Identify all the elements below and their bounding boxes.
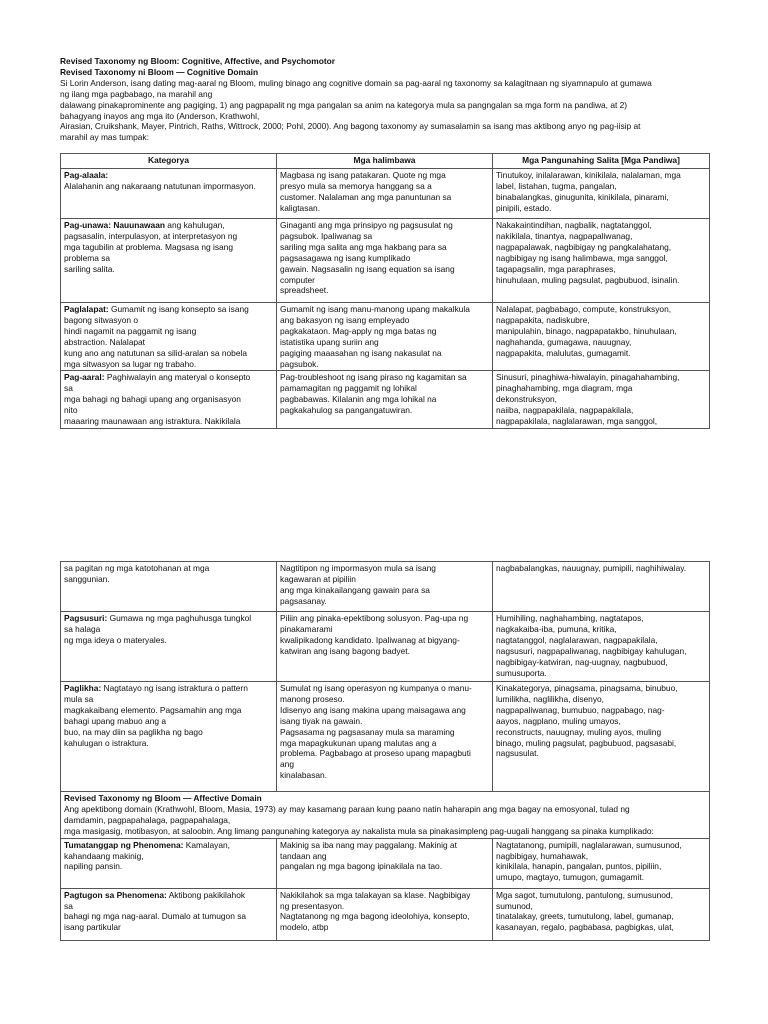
keyword-line: nagbibigay, humahawak, [496, 850, 589, 861]
halimbawa-cell [277, 169, 493, 219]
section-title-affective: Revised Taxonomy ng Bloom — Affective Domain [64, 793, 262, 803]
keyword-line: sumunod, [496, 900, 533, 911]
example-line: manong proseso. [280, 693, 345, 704]
example-line: istatistika upang suriin ang [280, 336, 379, 347]
example-line: pagsubok. Ipaliwanag sa [280, 230, 373, 241]
example-line: Magbasa ng isang patakaran. Quote ng mga [280, 170, 446, 180]
pandiwa-cell [493, 612, 710, 682]
category-description: kahulugan o istraktura. [64, 737, 149, 748]
example-line: pagsasagawa ng isang kumplikado [280, 252, 411, 263]
category-name: Pag-aaral: [64, 372, 105, 383]
category-description: bahagi upang mabuo ang a [64, 715, 166, 726]
kategorya-cell [61, 303, 277, 371]
example-line: Ginaganti ang mga prinsipyo ng pagsusulat ng [280, 220, 453, 230]
category-description: nito [64, 405, 78, 416]
category-description: sa halaga [64, 623, 101, 634]
kategorya-cell [61, 612, 277, 682]
affective-intro-line: Ang apektibong domain (Krathwohl, Bloom, Masia, 1973) ay may kasamang paraan kung paano natin haharapin ang mga bagay na emosyonal, tulad ng [64, 803, 630, 814]
keyword-line: Nagtatanong, pumipili, naglalarawan, sumusunod, [496, 839, 682, 850]
affective-intro-cell [61, 792, 710, 839]
example-line: kagawaran at pipiliin [280, 573, 356, 584]
kategorya-cell [61, 562, 277, 612]
pandiwa-cell [493, 371, 710, 429]
example-line: ang [280, 759, 294, 770]
keyword-line: Nakakaintindihan, nagbalik, nagtatanggol, [496, 220, 652, 230]
keyword-line: reconstructs, nauugnay, muling ayos, muling [496, 726, 662, 737]
example-line: pagiging maaasahan ng isang nakasulat na [280, 347, 442, 358]
category-description: Paghiwalayin ang materyal o konsepto [104, 372, 251, 383]
keyword-line: nagkakaiba-iba, pumuna, kritika, [496, 623, 617, 634]
category-description: buo, na may diin sa paglikha ng bago [64, 726, 203, 737]
intro-line: bahagyang inayos ang mga ito (Anderson, Krathwohl, [60, 110, 260, 121]
example-line: modelo, atbp [280, 922, 329, 933]
table-row [61, 303, 710, 371]
kategorya-cell [61, 371, 277, 429]
category-description: bahagi ng mga nag-aaral. Dumalo at tumugon sa [64, 911, 247, 922]
table-row [61, 888, 710, 940]
category-description: ng mga ideya o materyales. [64, 634, 167, 645]
pandiwa-cell [493, 888, 710, 940]
keyword-line: nagpapakita, malulutas, gumagamit. [496, 347, 631, 358]
keyword-line: tagapagsalin, mga paraphrases, [496, 263, 616, 274]
category-description: napiling pansin. [64, 861, 123, 872]
category-name: Tumatanggap ng Phenomena: [64, 839, 184, 850]
example-line: Pag-troubleshoot ng isang piraso ng kagamitan sa [280, 372, 467, 383]
keyword-line: Tinutukoy, inilalarawan, kinikilala, nalalaman, mga [496, 170, 681, 180]
category-description: Aktibong pakikilahok [166, 889, 246, 900]
example-line: Makinig sa iba nang may paggalang. Makinig at [280, 839, 457, 850]
example-line: katwiran ang isang bagong badyet. [280, 645, 410, 656]
example-line: pagsubok. [280, 358, 319, 369]
example-line: pagbabawas. Kilalanin ang mga lohikal na [280, 394, 437, 405]
keyword-line: pinaghahambing, mga diagram, mga [496, 383, 633, 394]
halimbawa-cell [277, 219, 493, 303]
pandiwa-cell [493, 219, 710, 303]
keyword-line: Sinusuri, pinaghiwa-hiwalayin, pinagahahambing, [496, 372, 680, 383]
keyword-line: nagpapakita, nadiskubre, [496, 314, 590, 325]
category-description: sa [64, 900, 73, 911]
category-description: isang partikular [64, 922, 121, 933]
category-description: sa [64, 383, 73, 394]
intro-line: Si Lorin Anderson, isang dating mag-aaral ng Bloom, muling binago ang cognitive domain sa pag-aaral ng taxonomy sa kalagitnaan ng siyamnapulo at gumawa [60, 77, 652, 88]
example-line: Gumamit ng isang manu-manong upang makalkula [280, 304, 470, 314]
example-line: pangalan ng mga bagong ipinakilala na tao. [280, 861, 443, 872]
keyword-line: binago, muling pagsulat, pagbubuod, pagsasabi, [496, 737, 677, 748]
example-line: gawain. Nagsasalin ng isang equation sa isang [280, 263, 455, 274]
example-line: kwalipikadong kandidato. Ipaliwanag at bigyang- [280, 634, 460, 645]
table-row [61, 562, 710, 612]
pandiwa-cell [493, 838, 710, 888]
keyword-line: nagpapaliwanag, bumubuo, nagpabago, nag- [496, 704, 665, 715]
halimbawa-cell [277, 562, 493, 612]
keyword-line: nagbibigay ng isang halimbawa, mga sanggol, [496, 252, 668, 263]
header-pangunahing-salita: Mga Pangunahing Salita [Mga Pandiwa] [493, 154, 710, 169]
category-description: Nagtatayo ng isang istraktura o pattern [101, 683, 248, 693]
category-name: Paglikha: [64, 683, 102, 693]
example-line: presyo mula sa memorya hanggang sa a [280, 180, 432, 191]
category-description: bagong sitwasyon o [64, 314, 139, 325]
category-description: ang kahulugan, [164, 220, 225, 230]
halimbawa-cell [277, 303, 493, 371]
affective-intro-row [61, 792, 710, 839]
keyword-line: Humihiling, naghahambing, nagtatapos, [496, 613, 644, 623]
header-halimbawa: Mga halimbawa [277, 154, 493, 169]
cognitive-table-part1 [60, 153, 710, 429]
example-line: pagkakataon. Mag-apply ng mga batas ng [280, 325, 437, 336]
table-row [61, 682, 710, 792]
table-header-row [61, 154, 710, 169]
keyword-line: umupo, magtayo, tumugon, gumagamit. [496, 872, 645, 883]
category-description: maaaring maunawaan ang istraktura. Nakikilala [64, 416, 241, 427]
keyword-line: Nalalapat, pagbabago, compute, konstruksyon, [496, 304, 672, 314]
category-description: mga sitwasyon sa lugar ng trabaho. [64, 358, 197, 369]
keyword-line: lumilikha, naglilikha, disenyo, [496, 693, 604, 704]
keyword-line: nagpapalawak, nagbibigay ng pangkalahatang, [496, 241, 672, 252]
kategorya-cell [61, 888, 277, 940]
example-line: pamamagitan ng paggamit ng lohikal [280, 383, 417, 394]
category-description: kahandaang makinig, [64, 850, 144, 861]
category-description: abstraction. Nalalapat [64, 336, 146, 347]
intro-line: dalawang pinakaprominente ang pagiging, 1) ang pagpapalit ng mga pangalan sa anim na kategorya mula sa pangngalan sa mga form na pandiwa, at 2) [60, 99, 628, 110]
pandiwa-cell [493, 562, 710, 612]
example-line: ang bakasyon ng isang empleyado [280, 314, 410, 325]
example-line: customer. Nalalaman ang mga panuntunan sa [280, 191, 452, 202]
table-row [61, 371, 710, 429]
keyword-line: binabalangkas, ginugunita, kinikilala, pinarami, [496, 191, 669, 202]
intro-section [60, 56, 712, 143]
table-row [61, 612, 710, 682]
category-description: pagsasalin, interpulasyon, at interpretasyon ng [64, 230, 238, 241]
keyword-line: tinatalakay, greets, tumutulong, label, gumanap, [496, 911, 674, 922]
keyword-line: nagsusuri, nagpapaliwanag, nagbibigay kahulugan, [496, 645, 687, 656]
keyword-line: aayos, nagplano, muling umayos, [496, 715, 621, 726]
example-line: Pagsasama ng pagsasanay mula sa maraming [280, 726, 455, 737]
category-description: mga tagubilin at problema. Magsasa ng isang [64, 241, 233, 252]
example-line: Sumulat ng isang operasyon ng kumpanya o manu- [280, 683, 472, 693]
keyword-line: nagbabalangkas, nauugnay, pumipili, naghihiwalay. [496, 563, 687, 573]
example-line: Piliin ang pinaka-epektibong solusyon. Pag-upa ng [280, 613, 469, 623]
keyword-line: naghahanda, gumagawa, nauugnay, [496, 336, 632, 347]
category-description: magkakaibang elemento. Pagsamahin ang mga [64, 704, 242, 715]
kategorya-cell [61, 219, 277, 303]
keyword-line: nagpapakilala, naglalarawan, mga sanggol, [496, 416, 658, 427]
table-row [61, 169, 710, 219]
category-description: Kamalayan, [183, 839, 230, 850]
category-name: Pagtugon sa Phenomena: [64, 889, 167, 900]
pandiwa-cell [493, 169, 710, 219]
example-line: Nagtitipon ng impormasyon mula sa isang [280, 563, 436, 573]
example-line: sariling mga salita ang mga hakbang para sa [280, 241, 447, 252]
keyword-line: kinikilala, hanapin, pangalan, puntos, pipiliin, [496, 861, 662, 872]
halimbawa-cell [277, 682, 493, 792]
category-description: mga bahagi ng bahagi upang ang organisasyon [64, 394, 241, 405]
example-line: pagkakahulog sa pangangatuwiran. [280, 405, 413, 416]
halimbawa-cell [277, 838, 493, 888]
category-description: sanggunian. [64, 573, 110, 584]
intro-line: marahil ay mas tumpak: [60, 132, 149, 143]
table-row [61, 219, 710, 303]
pandiwa-cell [493, 303, 710, 371]
keyword-line: kasanayan, regalo, pagbabasa, pagbigkas, ulat, [496, 922, 674, 933]
keyword-line: pinipili, estado. [496, 202, 552, 213]
document-title: Revised Taxonomy ng Bloom: Cognitive, Affective, and Psychomotor [60, 56, 336, 66]
example-line: ng presentasyon. [280, 900, 345, 911]
category-description: sa pagitan ng mga katotohanan at mga [64, 563, 210, 573]
halimbawa-cell [277, 371, 493, 429]
intro-line: ng ilang mga pagbabago, na marahil ang [60, 88, 213, 99]
keyword-line: sumusuporta. [496, 667, 547, 678]
keyword-line: naiiba, nagpapakilala, nagpapakilala, [496, 405, 634, 416]
keyword-line: Mga sagot, tumutulong, pantulong, sumusunod, [496, 889, 673, 900]
category-description: Alalahanin ang nakaraang natutunan impormasyon. [64, 180, 256, 191]
halimbawa-cell [277, 612, 493, 682]
example-line: tandaan ang [280, 850, 327, 861]
category-name: Pagsusuri: [64, 613, 108, 623]
intro-line: Airasian, Cruikshank, Mayer, Pintrich, Raths, Wittrock, 2000; Pohl, 2000). Ang bagong taxonomy ay sumasalamin sa isang mas aktibong anyo ng pag-iisip at [60, 121, 641, 132]
section-title-cognitive: Revised Taxonomy ni Bloom — Cognitive Domain [60, 66, 259, 77]
keyword-line: Kinakategorya, pinagsama, pinagsama, binubuo, [496, 683, 678, 693]
kategorya-cell [61, 682, 277, 792]
keyword-line: hinuhulaan, muling pagsulat, pagbubuod, isinalin. [496, 274, 680, 285]
example-line: Idisenyo ang isang makina upang maisagawa ang [280, 704, 466, 715]
keyword-line: nakikilala, tinantya, nagpapaliwanag, [496, 230, 633, 241]
keyword-line: nagbibigay-katwiran, nag-uugnay, nagbubuod, [496, 656, 668, 667]
category-description: Gumamit ng isang konsepto sa isang [108, 304, 249, 314]
keyword-line: nagtatanggol, naglalarawan, nagpapakilala, [496, 634, 658, 645]
keyword-line: nagsusulat. [496, 748, 539, 759]
category-description: problema sa [64, 252, 111, 263]
category-description: kung ano ang natutunan sa silid-aralan sa nobela [64, 347, 247, 358]
category-name: Pag-unawa: Nauunawaan [64, 220, 165, 230]
affective-intro-line: mga masigasig, motibasyon, at saloobin. Ang limang pangunahing kategorya ay nakalista mula sa pinakasimpleng pag-uugali hanggang sa pinaka kumplikado: [64, 825, 654, 836]
example-line: kinalabasan. [280, 770, 328, 781]
pandiwa-cell [493, 682, 710, 792]
example-line: ang mga kinakailangang gawain para sa [280, 584, 430, 595]
example-line: computer [280, 274, 315, 285]
category-name: Paglalapat: [64, 304, 109, 314]
example-line: isang tiyak na gawain. [280, 715, 363, 726]
category-name: Pag-alaala: [64, 170, 109, 180]
example-line: pinakamarami [280, 623, 333, 634]
keyword-line: dekonstruksyon, [496, 394, 557, 405]
example-line: Nakikilahok sa mga talakayan sa klase. Nagbibigay [280, 889, 471, 900]
example-line: problema. Pagbabago at proseso upang mapagbuti [280, 748, 471, 759]
category-description: hindi nagamit na paggamit ng isang [64, 325, 197, 336]
keyword-line: label, listahan, tugma, pangalan, [496, 180, 617, 191]
example-line: Nagtatanong ng mga bagong ideolohiya, konsepto, [280, 911, 470, 922]
table-row [61, 838, 710, 888]
header-kategorya: Kategorya [61, 154, 277, 169]
category-description: Gumawa ng mga paghuhusga tungkol [107, 613, 252, 623]
keyword-line: manipulahin, binago, nagpapatakbo, hinuhulaan, [496, 325, 677, 336]
example-line: pagsasanay. [280, 595, 327, 606]
category-description: sariling salita. [64, 263, 115, 274]
halimbawa-cell [277, 888, 493, 940]
kategorya-cell [61, 838, 277, 888]
category-description: mula sa [64, 693, 94, 704]
example-line: mga mapagkukunan upang malutas ang a [280, 737, 437, 748]
example-line: kaligtasan. [280, 202, 321, 213]
cognitive-table-part2 [60, 561, 710, 941]
kategorya-cell [61, 169, 277, 219]
affective-intro-line: damdamin, pagpapahalaga, pagpapahalaga, [64, 814, 231, 825]
example-line: spreadsheet. [280, 285, 329, 296]
